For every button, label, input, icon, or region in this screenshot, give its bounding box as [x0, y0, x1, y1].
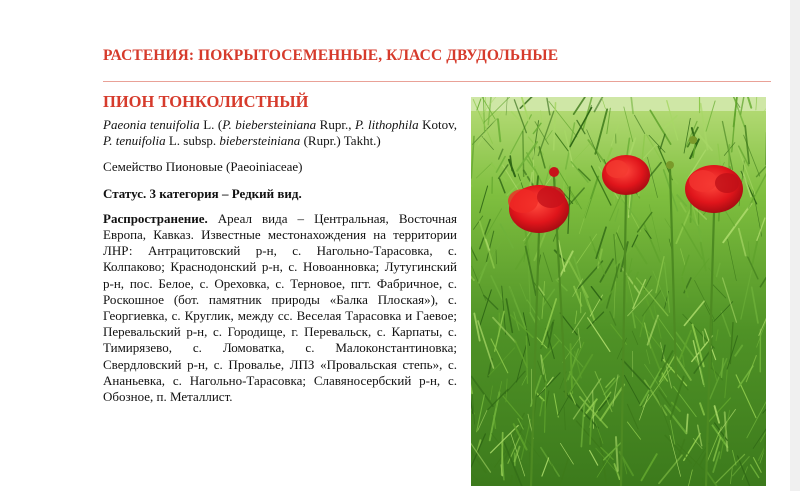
header-rule	[103, 81, 771, 82]
peony-flowers-photo	[471, 97, 766, 486]
latin-author: Kotov,	[418, 117, 458, 132]
viewer-edge	[790, 0, 800, 491]
distribution-paragraph	[103, 211, 457, 405]
flower	[602, 155, 650, 195]
latin-author: L. (	[199, 117, 223, 132]
distribution-label: Распространение.	[103, 210, 208, 226]
latin-synonym: P. lithophila	[354, 117, 419, 132]
peony-photo-illustration	[471, 97, 766, 486]
species-text-column	[103, 117, 457, 405]
section-title: РАСТЕНИЯ: ПОКРЫТОСЕМЕННЫЕ, КЛАСС ДВУДОЛЬНЫЕ	[103, 47, 559, 64]
latin-synonym: biebersteiniana	[219, 133, 301, 149]
latin-synonyms	[103, 117, 457, 149]
family-line: Семейство Пионовые (Paeoiniaceae)	[103, 159, 303, 175]
latin-name: Paeonia tenuifolia	[103, 117, 200, 132]
status-line: Статус. 3 категория – Редкий вид.	[103, 185, 302, 201]
distribution-text: Ареал вида – Центральная, Восточная Европа, Кавказ. Известные местонахождения на территории ЛНР: Антрацитовский р-н, с. Нагольно-Тарасовка, с. Колпаково; Краснодонский р-н, с. Новоанновка; Лутугинский р-н, пос. Белое, с. Ореховка, с. Терновое, пгт. Фабричное, с. Роскошное (бот. памятник природы «Балка Плоская»), с. Георгиевка, с. Круглик, между сс. Веселая Тарасовка и Гаевое; Перевальский р-н, с. Городище, г. Перевальск, с. Карпаты, с. Тимирязево, с. Ломоватка, с. Малоконстантиновка; Свердловский р-н, с. Провалье, ЛПЗ «Провальская степь», с. Ананьевка, с. Нагольно-Тарасовка; Славяносербский р-н, с. Обозное, п. Металлист.	[103, 210, 457, 405]
latin-synonym: P. biebersteiniana	[222, 117, 317, 132]
flower	[685, 165, 743, 213]
latin-author: Rupr.,	[316, 117, 355, 132]
species-title: ПИОН ТОНКОЛИСТНЫЙ	[103, 92, 309, 111]
latin-author: L. subsp.	[165, 133, 220, 149]
latin-synonym: P. tenuifolia	[103, 133, 166, 149]
latin-author: (Rupr.) Takht.)	[300, 133, 381, 149]
